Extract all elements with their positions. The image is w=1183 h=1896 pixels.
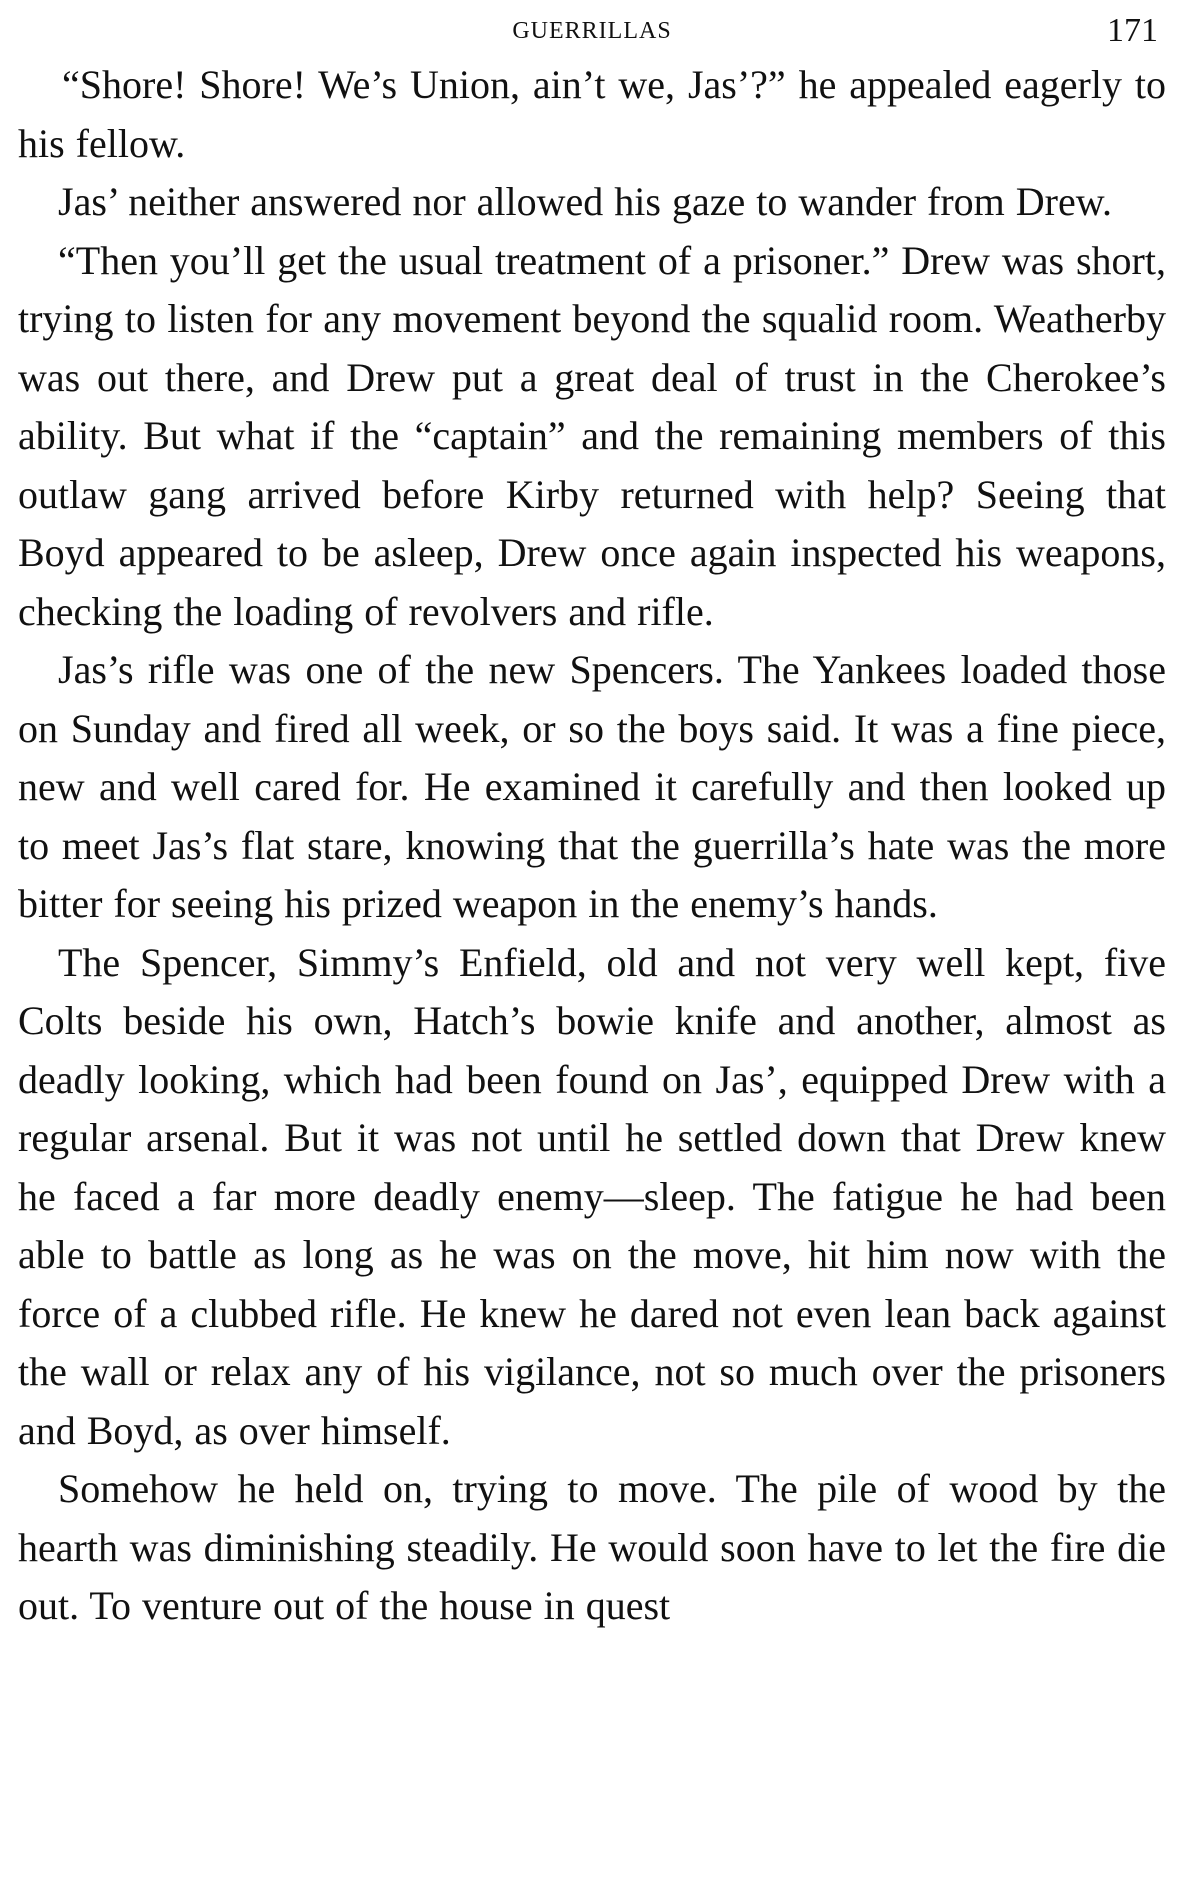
paragraph-3: “Then you’ll get the usual treatment of a prisoner.” Drew was short, trying to listen for any movement beyond the squalid room. Weatherby was out there, and Drew put a great deal of trust in the Cherokee’s ability. But what if the “captain” and the remaining members of this outlaw gang arrived before Kirby returned with help? Seeing that Boyd appeared to be asleep, Drew once again inspected his weapons, checking the loading of revolvers and rifle. <box>18 237 1166 634</box>
page-number: 171 <box>1107 12 1158 49</box>
book-page <box>18 0 1166 1636</box>
running-head <box>18 0 1166 56</box>
paragraph-4: Jas’s rifle was one of the new Spencers. The Yankees loaded those on Sunday and fired all week, or so the boys said. It was a fine piece, new and well cared for. He examined it carefully and then looked up to meet Jas’s flat stare, knowing that the guerrilla’s hate was the more bitter for seeing his prized weapon in the enemy’s hands. <box>18 647 1166 926</box>
body-text <box>18 56 1166 1636</box>
running-title: GUERRILLAS <box>512 18 672 44</box>
paragraph-6: Somehow he held on, trying to move. The pile of wood by the hearth was diminishing steadily. He would soon have to let the fire die out. To venture out of the house in quest <box>18 1466 1166 1628</box>
paragraph-1: “Shore! Shore! We’s Union, ain’t we, Jas’?” he appealed eagerly to his fellow. <box>18 62 1166 166</box>
paragraph-5: The Spencer, Simmy’s Enfield, old and not very well kept, five Colts beside his own, Hatch’s bowie knife and another, almost as deadly looking, which had been found on Jas’, equipped Drew with a regular arsenal. But it was not until he settled down that Drew knew he faced a far more deadly enemy—sleep. The fatigue he had been able to battle as long as he was on the move, hit him now with the force of a clubbed rifle. He knew he dared not even lean back against the wall or relax any of his vigilance, not so much over the prisoners and Boyd, as over himself. <box>18 939 1166 1453</box>
paragraph-2: Jas’ neither answered nor allowed his gaze to wander from Drew. <box>58 179 1113 224</box>
